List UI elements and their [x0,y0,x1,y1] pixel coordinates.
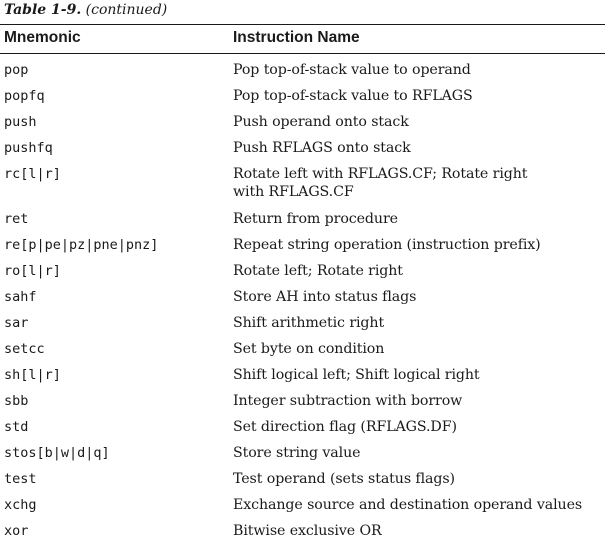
table-row [0,310,605,336]
mnemonic-cell: sh[l|r] [4,367,61,383]
table-row [0,414,605,440]
mnemonic-cell: pop [4,62,29,78]
table-row [0,492,605,518]
instruction-name-cell: Rotate left; Rotate right [233,263,403,279]
table-row [0,284,605,310]
table-row [0,518,605,544]
mnemonic-cell: popfq [4,88,45,104]
table-row [0,83,605,109]
mnemonic-cell: sahf [4,289,37,305]
table-row [0,388,605,414]
mnemonic-cell: sbb [4,393,29,409]
table-caption-continued: (continued) [85,2,168,18]
instruction-name-cell: Push RFLAGS onto stack [233,140,411,156]
mnemonic-cell: ro[l|r] [4,263,61,279]
header-mnemonic: Mnemonic [4,29,81,46]
mnemonic-cell: stos[b|w|d|q] [4,445,110,461]
table-row [0,57,605,83]
mnemonic-cell: setcc [4,341,45,357]
mnemonic-cell: pushfq [4,140,53,156]
instruction-name-cell: Store AH into status flags [233,289,417,305]
instruction-name-cell: Set byte on condition [233,341,385,357]
instruction-name-cell: Push operand onto stack [233,114,409,130]
instruction-name-cell: Pop top-of-stack value to RFLAGS [233,88,473,104]
mnemonic-cell: xchg [4,497,37,513]
table-row [0,336,605,362]
instruction-name-cell: Store string value [233,445,361,461]
table-row [0,161,605,206]
table-row [0,258,605,284]
mnemonic-cell: xor [4,523,29,539]
mnemonic-cell: push [4,114,37,130]
table-row [0,135,605,161]
instruction-name-cell: Integer subtraction with borrow [233,393,463,409]
instruction-name-cell: Bitwise exclusive OR [233,523,382,539]
table-row [0,362,605,388]
mnemonic-cell: test [4,471,37,487]
mnemonic-cell: std [4,419,29,435]
mnemonic-cell: rc[l|r] [4,166,61,182]
header-bottom-rule [0,53,605,54]
instruction-name-cell: Exchange source and destination operand values [233,497,583,513]
instruction-name-cell: Pop top-of-stack value to operand [233,62,471,78]
mnemonic-cell: ret [4,211,29,227]
instruction-name-cell: Set direction flag (RFLAGS.DF) [233,419,457,435]
table-row [0,232,605,258]
instruction-name-cell: Return from procedure [233,211,398,227]
table-row [0,109,605,135]
instruction-name-cell: Shift logical left; Shift logical right [233,367,480,383]
instruction-name-cell: Test operand (sets status flags) [233,471,455,487]
instruction-name-cell: Repeat string operation (instruction prefix) [233,237,541,253]
table-body [0,57,605,544]
header-instruction-name: Instruction Name [233,29,360,46]
table-row [0,466,605,492]
table-row [0,206,605,232]
mnemonic-cell: sar [4,315,29,331]
table-row [0,440,605,466]
table-caption-label: Table 1-9. [4,2,82,18]
table-header [0,25,605,53]
mnemonic-cell: re[p|pe|pz|pne|pnz] [4,237,159,253]
instruction-name-cell: Rotate left with RFLAGS.CF; Rotate right with RFLAGS.CF [233,166,528,200]
table-caption [4,1,167,19]
instruction-name-cell: Shift arithmetic right [233,315,385,331]
